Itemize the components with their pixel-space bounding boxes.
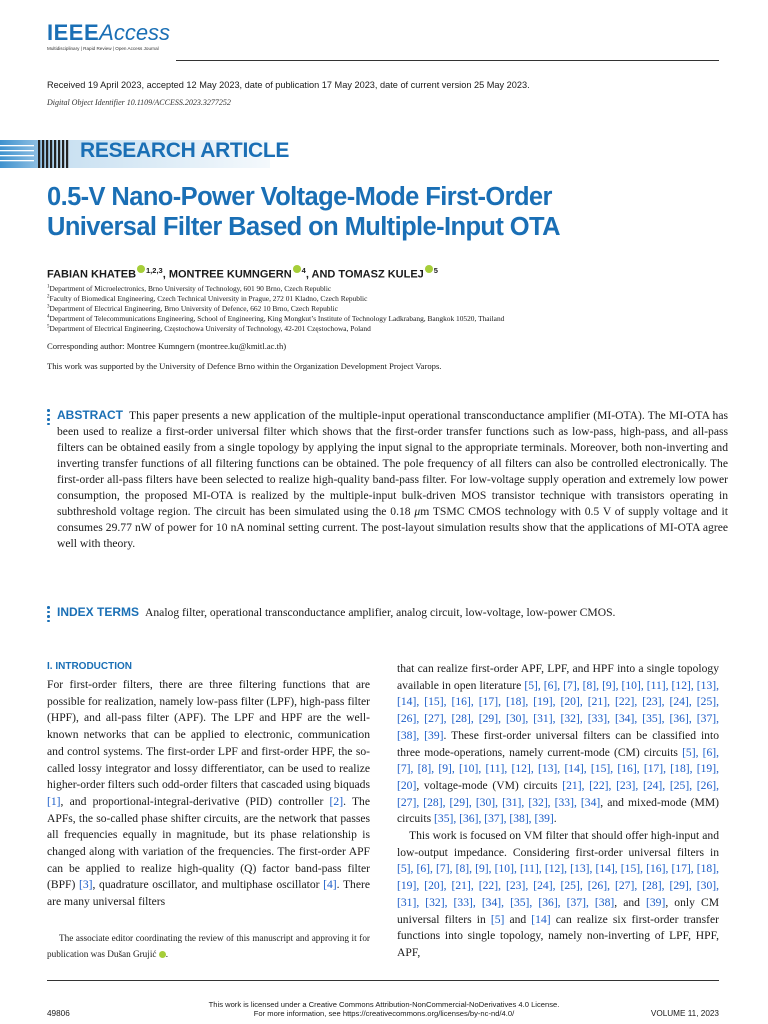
body-text: , and [614,895,646,909]
aff-text: Department of Electrical Engineering, Brno University of Defence, 662 10 Brno, Czech Republic [49,304,338,313]
author-1-sup: 1,2,3 [146,266,163,275]
reference-links[interactable]: [5], [6], [7], [8], [9], [10], [11], [12], [13], [14], [15], [16], [17], [18], [19], [20] [397,745,719,792]
volume-info: VOLUME 11, 2023 [650,1009,719,1018]
reference-link[interactable]: [1] [47,794,61,808]
column-right [397,661,719,962]
body-text: , quadrature oscillator, and multiphase oscillator [92,878,324,892]
title-line-1: 0.5-V Nano-Power Voltage-Mode First-Order [47,183,552,211]
logo-tagline: Multidisciplinary | Rapid Review | Open Access Journal [47,46,159,51]
author-list [47,265,438,281]
page-number: 49806 [47,1009,70,1018]
reference-link[interactable]: [3] [78,878,93,892]
body-text: can realize six first-order transfer functions into single topology, namely non-inverting of LPF, HPF, APF, [397,912,719,959]
column-left [47,677,370,911]
affiliation-1 [47,284,331,293]
doi: Digital Object Identifier 10.1109/ACCESS.2023.3277252 [47,98,231,107]
body-text: and [504,912,532,926]
abstract [57,407,728,552]
paper-title [47,182,727,242]
body-text: , only CM universal filters in [397,895,719,926]
body-text: . [553,812,557,826]
body-text: that can realize first-order APF, LPF, and HPF into a single topology available in open literature [397,662,719,692]
section-heading: I. INTRODUCTION [47,661,132,672]
reference-links[interactable]: [21], [22], [23], [24], [25], [26], [27], [28], [29], [30], [31], [32], [33], [34] [397,778,719,809]
abstract-mu: μ [414,505,421,518]
reference-links[interactable]: [5], [6], [7], [8], [9], [10], [11], [12], [13], [14], [15], [16], [17], [18], [19], [20], [21], [22], [23], [24], [25], [26], [27], [28], [29], [30], [31], [32], [33], [34], [35], [36], [37], [38], [39] [397,678,719,742]
affiliation-3 [47,304,338,313]
article-type: RESEARCH ARTICLE [80,139,290,162]
index-terms-dots-icon [47,606,51,624]
footnote-text: The associate editor coordinating the review of this manuscript and approving it for publication was Dušan Grujić [47,933,370,959]
aff-text: Department of Telecommunications Engineering, School of Engineering, King Mongkut’s Institute of Technology Ladkrabang, Bangkok 10520, Thailand [49,314,505,323]
header-rule [176,60,719,61]
orcid-icon[interactable] [137,265,145,273]
license-line-2[interactable]: For more information, see https://creativecommons.org/licenses/by-nc-nd/4.0/ [253,1009,515,1018]
affiliation-2 [47,294,367,303]
abstract-dots-icon [47,409,51,427]
body-text: . The APFs, the so-called phase shifter circuits, are the network that passes all frequencies equally in magnitude, but its phase relationship is changed along with variation of the frequencies. The first-order APF can be applied to realize high-quality (Q) factor band-pass filter (BPF) [47,794,370,892]
index-terms [57,604,728,621]
received-dates: Received 19 April 2023, accepted 12 May 2023, date of publication 17 May 2023, date of current version 25 May 2023. [47,80,530,90]
body-text: , voltage-mode (VM) circuits [416,778,563,792]
author-2-sup: 4 [301,266,306,275]
aff-num: 3 [47,304,50,310]
reference-links[interactable]: [35], [36], [37], [38], [39] [434,812,554,826]
abstract-text-a: This paper presents a new application of the multiple-input operational transconductance amplifier (MI-OTA). The MI-OTA has been used to realize a first-order universal filter which shows that the first-order transfer functions such as low-pass, high-pass, and all-pass filters can be obtained easily from a single topology by applying the input signal to the appropriate terminals. Moreover, both non-inverting and inverting transfer functions of all filtering functions can be obtained. The pole frequency of all filters can also be controlled electronically. The first-order all-pass filters have been selected to realize high-quality band-pass filter. For low-voltage supply operation and extremely low power consumption, the proposed MI-OTA is realized by the multiple-input bulk-driven MOS transistor technique with transistors operating in subthreshold voltage region. The circuit has been simulated using the 0.18 [57,409,728,518]
paragraph [397,828,719,962]
journal-logo [47,20,170,46]
logo-access: Access [99,20,171,45]
corresponding-author: Corresponding author: Montree Kumngern (montree.ku@kmitl.ac.th) [47,341,287,351]
affiliation-4 [47,314,504,323]
logo-ieee: IEEE [47,20,100,45]
body-text: , and mixed-mode (MM) circuits [397,795,719,826]
aff-num: 5 [47,324,50,330]
paragraph [397,661,719,828]
abstract-text-b: m TSMC CMOS technology with 0.5 V of supply voltage and it consumes 29.77 nW of power for 10 nA nominal setting current. The post-layout simulation results show that the applications of MI-OTA agree well with theory. [57,505,728,550]
aff-text: Department of Microelectronics, Brno University of Technology, 601 90 Brno, Czech Republic [49,284,332,293]
author-1: FABIAN KHATEB [47,268,137,281]
aff-num: 2 [47,294,50,300]
affiliation-5 [47,324,371,333]
reference-link[interactable]: [14] [531,912,551,926]
index-terms-text: Analog filter, operational transconductance amplifier, analog circuit, low-voltage, low-power CMOS. [145,606,616,619]
aff-num: 4 [47,314,50,320]
orcid-icon[interactable] [293,265,301,273]
aff-num: 1 [47,284,50,290]
license-line-1: This work is licensed under a Creative Commons Attribution-NonCommercial-NoDerivatives 4.0 License. [208,1000,560,1009]
funding-statement: This work was supported by the University of Defence Brno within the Organization Development Project Varops. [47,361,442,371]
body-text: . There are many universal filters [47,878,370,909]
aff-text: Department of Electrical Engineering, Częstochowa University of Technology, 42-201 Częstochowa, Poland [49,324,371,333]
orcid-icon[interactable] [159,951,166,958]
index-terms-label: INDEX TERMS [57,605,140,619]
aff-text: Faculty of Biomedical Engineering, Czech Technical University in Prague, 272 01 Kladno, Czech Republic [49,294,368,303]
author-3: , AND TOMASZ KULEJ [305,268,424,281]
footer-rule [47,980,719,981]
editor-footnote: The associate editor coordinating the review of this manuscript and approving it for publication was Dušan Grujić . [47,933,370,959]
reference-links[interactable]: [5], [6], [7], [8], [9], [10], [11], [12], [13], [14], [15], [16], [17], [18], [19], [20], [21], [22], [23], [24], [25], [26], [27], [28], [29], [30], [31], [32], [33], [34], [35], [36], [37], [38] [397,862,719,909]
author-3-sup: 5 [433,266,438,275]
reference-link[interactable]: [5] [490,912,505,926]
abstract-label: ABSTRACT [57,408,123,422]
orcid-icon[interactable] [425,265,433,273]
body-text: , and proportional-integral-derivative (PID) controller [60,794,330,808]
author-2: , MONTREE KUMNGERN [162,268,292,281]
title-line-2: Universal Filter Based on Multiple-Input OTA [47,213,560,241]
body-text: . These first-order universal filters can be classified into three mode-operations, namely current-mode (CM) circuits [397,728,719,759]
reference-link[interactable]: [4] [323,878,337,892]
body-text: For first-order filters, there are three filtering functions that are possible for realization, namely low-pass filter (LPF), high-pass filter (HPF), and all-pass filter (APF). The LPF and HPF are the well-known networks that can be applied to electronic, communication and control systems. The first-order LPF and first-order HPF, the so-called lossy integrator and lossy differentiator, can be used to realize higher-order filters such odd-order filters that cascaded using biquads [47,678,370,792]
reference-link[interactable]: [2] [329,794,344,808]
reference-link[interactable]: [39] [646,895,666,909]
body-text: This work is focused on VM filter that should offer high-input and low-output impedance. Considering first-order universal filters in [397,829,719,859]
